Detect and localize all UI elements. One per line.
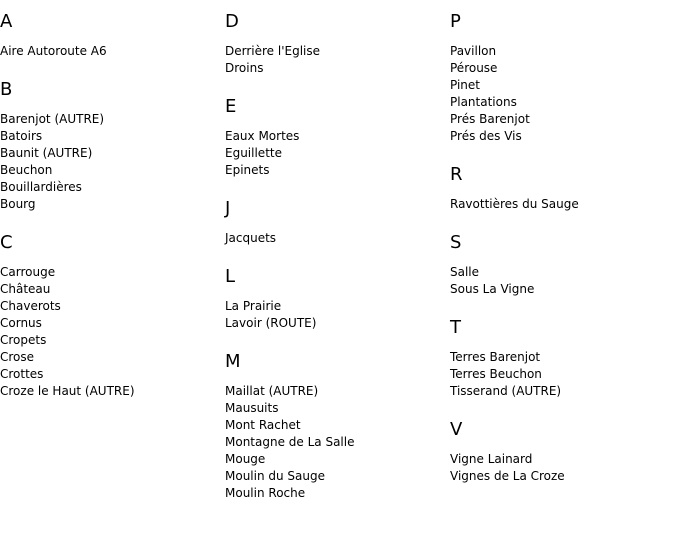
place-link-salle[interactable]: Salle: [450, 265, 480, 279]
place-link-carrouge[interactable]: Carrouge: [0, 265, 56, 279]
place-link-chateau[interactable]: Château: [0, 282, 51, 296]
letter-heading: T: [450, 317, 461, 338]
place-list: [225, 383, 450, 502]
place-list: [450, 196, 675, 213]
place-link-mausuits[interactable]: Mausuits: [225, 401, 279, 415]
letter-section-a: [0, 10, 225, 60]
place-link-moulin-du-sauge[interactable]: Moulin du Sauge: [225, 469, 326, 483]
place-link-droins[interactable]: Droins: [225, 61, 264, 75]
place-link-terres-barenjot[interactable]: Terres Barenjot: [450, 350, 541, 364]
place-link-pres-des-vis[interactable]: Prés des Vis: [450, 129, 522, 143]
place-link-barenjot-autre[interactable]: Barenjot (AUTRE): [0, 112, 105, 126]
place-link-pavillon[interactable]: Pavillon: [450, 44, 497, 58]
letter-heading: B: [0, 79, 13, 100]
place-list: [450, 264, 675, 298]
letter-section-m: [225, 350, 450, 502]
letter-heading: E: [225, 96, 237, 117]
place-link-croze-le-haut-autre[interactable]: Croze le Haut (AUTRE): [0, 384, 135, 398]
place-link-eaux-mortes[interactable]: Eaux Mortes: [225, 129, 300, 143]
place-link-pinet[interactable]: Pinet: [450, 78, 480, 92]
place-link-eguillette[interactable]: Eguillette: [225, 146, 282, 160]
place-link-pres-barenjot[interactable]: Prés Barenjot: [450, 112, 530, 126]
letter-section-p: [450, 10, 675, 145]
letter-heading: M: [225, 351, 241, 372]
letter-section-r: [450, 163, 675, 213]
place-list: [0, 43, 225, 60]
place-link-la-prairie[interactable]: La Prairie: [225, 299, 282, 313]
place-link-bourg[interactable]: Bourg: [0, 197, 36, 211]
place-link-epinets[interactable]: Epinets: [225, 163, 270, 177]
letter-heading: J: [225, 198, 231, 219]
letter-section-t: [450, 316, 675, 400]
place-link-montagne-de-la-salle[interactable]: Montagne de La Salle: [225, 435, 355, 449]
place-link-baunit-autre[interactable]: Baunit (AUTRE): [0, 146, 93, 160]
index-column: [225, 10, 450, 520]
place-link-moulin-roche[interactable]: Moulin Roche: [225, 486, 306, 500]
place-link-maillat-autre[interactable]: Maillat (AUTRE): [225, 384, 319, 398]
letter-section-b: [0, 78, 225, 213]
place-list: [225, 298, 450, 332]
place-list: [450, 349, 675, 400]
letter-heading: V: [450, 419, 463, 440]
letter-section-v: [450, 418, 675, 485]
place-list: [0, 264, 225, 400]
place-link-vignes-de-la-croze[interactable]: Vignes de La Croze: [450, 469, 565, 483]
place-link-terres-beuchon[interactable]: Terres Beuchon: [450, 367, 542, 381]
place-link-lavoir-route[interactable]: Lavoir (ROUTE): [225, 316, 317, 330]
place-link-vigne-lainard[interactable]: Vigne Lainard: [450, 452, 533, 466]
letter-section-j: [225, 197, 450, 247]
letter-section-l: [225, 265, 450, 332]
place-link-batoirs[interactable]: Batoirs: [0, 129, 43, 143]
place-list: [0, 111, 225, 213]
place-link-mouge[interactable]: Mouge: [225, 452, 266, 466]
place-link-crottes[interactable]: Crottes: [0, 367, 44, 381]
place-link-crose[interactable]: Crose: [0, 350, 35, 364]
place-list: [225, 230, 450, 247]
place-link-mont-rachet[interactable]: Mont Rachet: [225, 418, 301, 432]
place-link-aire-autoroute-a6[interactable]: Aire Autoroute A6: [0, 44, 107, 58]
letter-section-c: [0, 231, 225, 400]
letter-heading: R: [450, 164, 463, 185]
letter-heading: D: [225, 11, 239, 32]
letter-section-d: [225, 10, 450, 77]
letter-heading: P: [450, 11, 461, 32]
place-link-plantations[interactable]: Plantations: [450, 95, 517, 109]
place-link-bouillardieres[interactable]: Bouillardières: [0, 180, 82, 194]
place-link-perouse[interactable]: Pérouse: [450, 61, 498, 75]
place-link-cornus[interactable]: Cornus: [0, 316, 42, 330]
letter-heading: L: [225, 266, 236, 287]
place-list: [450, 451, 675, 485]
place-link-sous-la-vigne[interactable]: Sous La Vigne: [450, 282, 535, 296]
place-link-chaverots[interactable]: Chaverots: [0, 299, 61, 313]
index-column: [0, 10, 225, 418]
place-link-jacquets[interactable]: Jacquets: [225, 231, 277, 245]
letter-heading: S: [450, 232, 462, 253]
letter-heading: C: [0, 232, 13, 253]
place-list: [225, 128, 450, 179]
place-link-tisserand-autre[interactable]: Tisserand (AUTRE): [450, 384, 562, 398]
place-link-cropets[interactable]: Cropets: [0, 333, 47, 347]
place-list: [225, 43, 450, 77]
letter-section-s: [450, 231, 675, 298]
place-link-ravottieres-du-sauge[interactable]: Ravottières du Sauge: [450, 197, 579, 211]
place-list: [450, 43, 675, 145]
place-link-beuchon[interactable]: Beuchon: [0, 163, 53, 177]
letter-section-e: [225, 95, 450, 179]
place-link-derriere-l-eglise[interactable]: Derrière l'Eglise: [225, 44, 320, 58]
letter-heading: A: [0, 11, 13, 32]
index-column: [450, 10, 675, 503]
